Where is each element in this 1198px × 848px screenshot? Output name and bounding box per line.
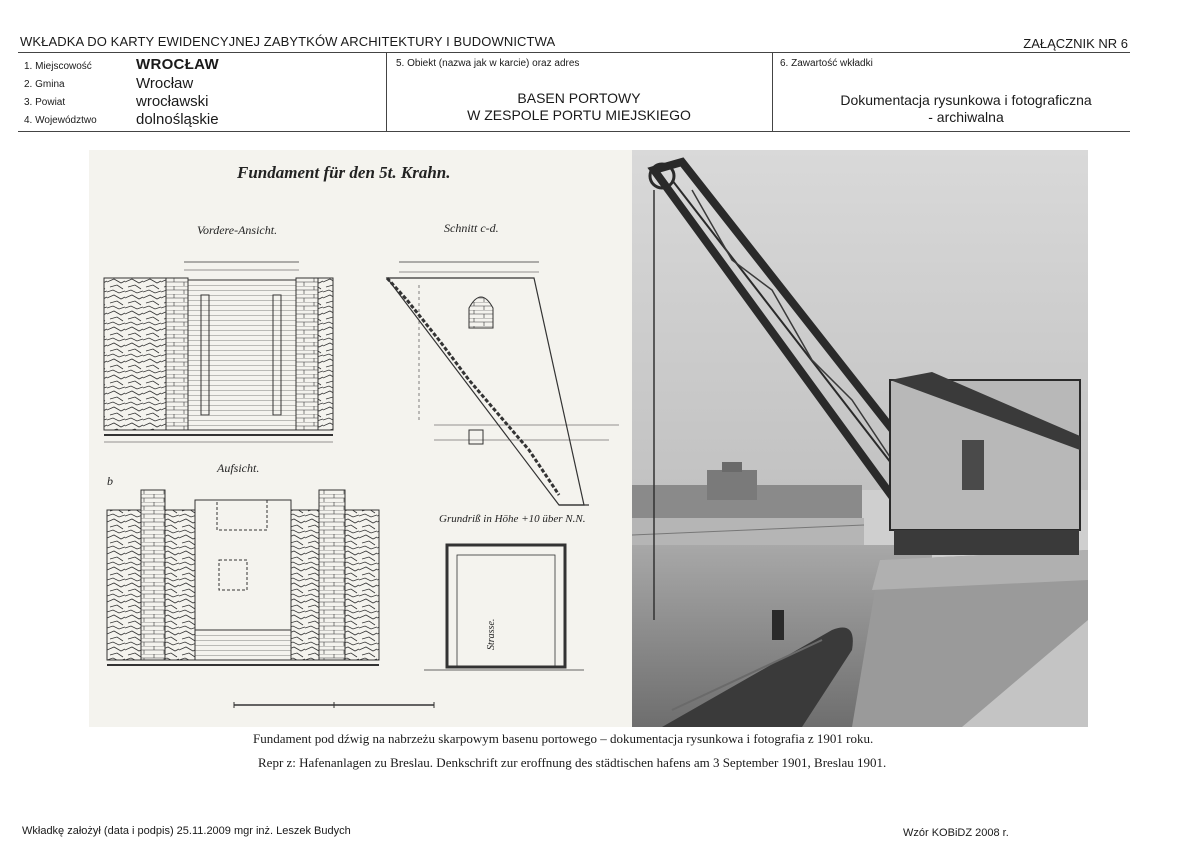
table-bottom-border [18, 131, 1130, 132]
field-label-miejscowosc: 1. Miejscowość [24, 61, 92, 72]
label-top-view: Aufsicht. [217, 461, 260, 475]
quay-wall [852, 550, 1088, 727]
field-value-miejscowosc: WROCŁAW [136, 56, 219, 73]
caption-line1: Fundament pod dźwig na nabrzeżu skarpowym basenu portowego – dokumentacja rysunkowa i fotografia z 1901 roku. [253, 731, 874, 746]
field-value-gmina: Wrocław [136, 75, 194, 92]
contents-line1: Dokumentacja rysunkowa i fotograficzna [840, 92, 1092, 108]
table-top-border [18, 52, 1130, 53]
contents-line2: - archiwalna [928, 109, 1004, 125]
scale-bar [234, 702, 434, 708]
field-value-powiat: wrocławski [136, 93, 209, 110]
label-front-view: Vordere-Ansicht. [197, 223, 278, 237]
footer-author: Wkładkę założył (data i podpis) 25.11.2009 mgr inż. Leszek Budych [22, 825, 351, 837]
contents-label: 6. Zawartość wkładki [780, 58, 873, 69]
object-name-line2: W ZESPOLE PORTU MIEJSKIEGO [467, 107, 691, 123]
field-value-wojewodztwo: dolnośląskie [136, 111, 219, 128]
label-section-cd: Schnitt c-d. [444, 221, 499, 235]
technical-drawing [89, 150, 633, 727]
section-drawing [387, 262, 619, 505]
top-view-drawing [107, 490, 379, 665]
form-title: WKŁADKA DO KARTY EWIDENCYJNEJ ZABYTKÓW ARCHITEKTURY I BUDOWNICTWA [20, 34, 556, 49]
front-view-drawing [104, 262, 333, 442]
label-b: b [107, 474, 113, 488]
label-street: Strasse. [486, 618, 497, 650]
object-label: 5. Obiekt (nazwa jak w karcie) oraz adres [396, 58, 580, 69]
object-name-line1: BASEN PORTOWY [517, 90, 641, 106]
field-label-wojewodztwo: 4. Województwo [24, 115, 97, 126]
drawing-title: Fundament für den 5t. Krahn. [237, 163, 451, 182]
crane-photograph [632, 150, 1088, 727]
caption-line2: Repr z: Hafenanlagen zu Breslau. Denkschrift zur eroffnung des städtischen hafens am 3 September 1901, Breslau 1901. [258, 755, 887, 770]
annex-number: ZAŁĄCZNIK NR 6 [1023, 36, 1128, 51]
field-label-powiat: 3. Powiat [24, 97, 66, 108]
ground-plan-drawing [424, 545, 584, 670]
label-ground-plan: Grundriß in Höhe +10 über N.N. [439, 513, 586, 525]
footer-template: Wzór KOBiDZ 2008 r. [903, 827, 1009, 839]
field-label-gmina: 2. Gmina [24, 79, 65, 90]
